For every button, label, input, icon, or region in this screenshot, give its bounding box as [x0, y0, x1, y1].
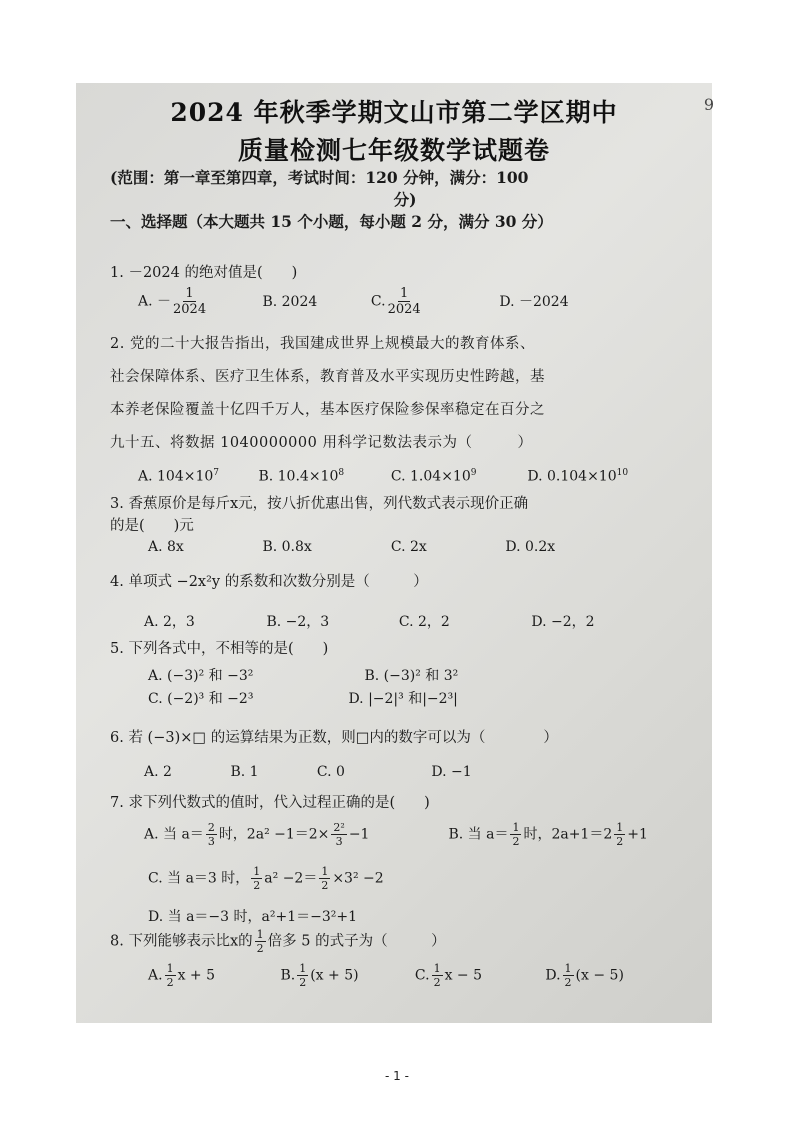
q8-option-d: D. $\frac{1}{2}$ (x − 5)	[545, 962, 624, 989]
q3-option-d: D. 0.2x	[505, 539, 556, 555]
section-heading: 一、选择题（本大题共 15 个小题，每小题 2 分，满分 30 分）	[110, 212, 553, 231]
q1-option-b: B. 2024	[262, 293, 318, 310]
q4-option-a: A. 2，3	[144, 614, 195, 630]
q2-option-c: C. $1.04\times 10^9$	[390, 468, 477, 485]
exam-photo	[76, 83, 712, 1023]
question-7-stem: 7. 求下列代数式的值时，代入过程正确的是( )	[110, 795, 430, 811]
exam-range	[110, 167, 700, 211]
question-4-options	[144, 611, 595, 631]
question-8-options	[148, 963, 624, 988]
question-3-line1: 3. 香蕉原价是每斤x元，按八折优惠出售，列代数式表示现价正确	[110, 496, 529, 512]
q8-option-c: C. $\frac{1}{2}$ x − 5	[414, 962, 483, 989]
question-7-option-d	[148, 906, 357, 926]
q1-option-a: A. － $\frac{1}{2024}$	[138, 286, 207, 317]
q2-option-a: A. $104\times 10^7$	[138, 468, 220, 485]
q7-option-d: D. 当 a＝−3 时，a²+1＝−3²+1	[148, 909, 357, 925]
q7-option-c: C. 当 a＝3 时， $\frac{1}{2}$ a² −2＝ $\frac{1}{2}$ ×3² −2	[148, 865, 384, 892]
range-line2: 分)	[393, 190, 417, 209]
q7-option-b: B. 当 a＝ $\frac{1}{2}$ 时，2a+1＝2 $\frac{1}{2}$ +1	[448, 821, 648, 848]
q6-option-d: D. −1	[431, 764, 472, 780]
page-number: - 1 -	[385, 1069, 409, 1083]
question-2-stem: 2. 党的二十大报告指出，我国建成世界上规模最大的教育体系、 社会保障体系、医疗卫生体系，教育普及水平实现历史性跨越，基 本养老保险覆盖十亿四千万人，基本医疗保险参保率稳定在百分之 九十五、将数据 1040000000 用科学记数法表示为（ ）	[110, 336, 545, 451]
q4-option-c: C. 2，2	[398, 614, 450, 630]
q7-option-a: A. 当 a＝ $\frac{2}{3}$ 时，2a² −1＝2× $\frac{\text{2²}}{3}$ −1	[144, 821, 370, 848]
question-2-options	[138, 468, 628, 485]
question-8-stem: 8. 下列能够表示比x的 $\frac{1}{2}$ 倍多 5 的式子为（ ）	[110, 928, 446, 955]
question-7-option-ab	[144, 822, 648, 847]
question-3-options	[148, 539, 555, 555]
q8-option-b: B. $\frac{1}{2}$ (x + 5)	[280, 962, 359, 989]
question-5-options-row2	[148, 688, 458, 708]
q5-option-c: C. (−2)³ 和 −2³	[148, 691, 254, 707]
question-6-options	[144, 764, 472, 780]
q4-option-b: B. −2，3	[266, 614, 330, 630]
question-6-stem: 6. 若 (−3)×□ 的运算结果为正数，则□内的数字可以为（ ）	[110, 730, 558, 746]
question-1-stem: 1. －2024 的绝对值是( )	[110, 265, 298, 281]
question-3-line2: 的是( )元	[110, 518, 194, 534]
q3-option-c: C. 2x	[390, 539, 427, 555]
q6-option-a: A. 2	[144, 764, 172, 780]
q2-option-b: B. $10.4\times 10^8$	[258, 468, 345, 485]
q6-option-c: C. 0	[316, 764, 345, 780]
q4-option-d: D. −2，2	[531, 614, 595, 630]
q3-option-a: A. 8x	[148, 539, 184, 555]
q5-option-b: B. (−3)² 和 3²	[364, 668, 459, 684]
exam-title-line2: 质量检测七年级数学试题卷	[237, 136, 550, 165]
question-5-stem: 5. 下列各式中，不相等的是( )	[110, 641, 329, 657]
q2-option-d: D. $0.104\times 10^{10}$	[527, 468, 629, 485]
q6-option-b: B. 1	[230, 764, 259, 780]
stray-mark: 9	[703, 95, 714, 114]
question-1-options	[138, 287, 569, 316]
question-7-option-c	[148, 866, 384, 891]
q1-option-d: D. －2024	[499, 293, 569, 310]
q5-option-d: D. |−2|³ 和|−2³|	[348, 691, 458, 707]
question-5-options-row1	[148, 665, 458, 685]
range-line1: (范围：第一章至第四章，考试时间：120 分钟，满分：100	[110, 168, 529, 187]
question-4-stem: 4. 单项式 −2x²y 的系数和次数分别是（ ）	[110, 574, 428, 590]
q5-option-a: A. (−3)² 和 −3²	[148, 668, 254, 684]
q8-option-a: A. $\frac{1}{2}$ x + 5	[148, 962, 215, 989]
exam-title-line1: 2024 年秋季学期文山市第二学区期中	[170, 98, 618, 127]
q3-option-b: B. 0.8x	[262, 539, 312, 555]
q1-option-c: C. $\frac{1}{2024}$	[370, 286, 421, 317]
